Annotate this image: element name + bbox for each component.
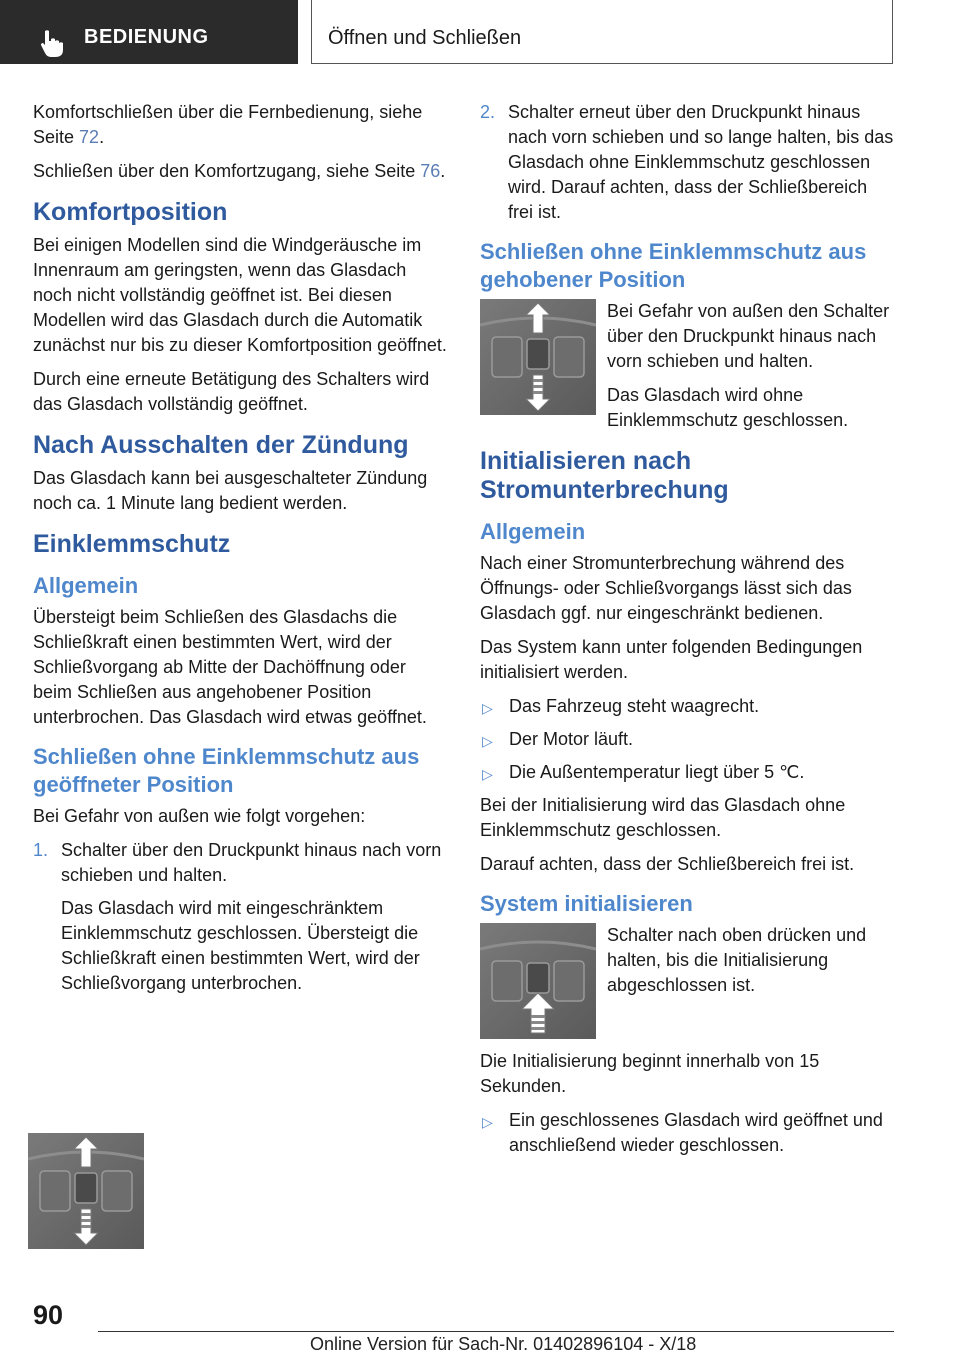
paragraph: Schalter nach oben drücken und halten, bis die Initialisierung abgeschlossen ist. [607,925,867,995]
paragraph: Bei Gefahr von außen wie folgt vorgehen: [33,806,366,826]
step-number: 2. [480,102,496,122]
paragraph: Darauf achten, dass der Schließbereich frei ist. [480,854,855,874]
figure-row [480,923,896,1043]
step-text: Schalter über den Druckpunkt hinaus nach vorn schieben und halten. [61,840,442,885]
paragraph: Schließen über den Komfortzugang, siehe Seite 76. [33,161,446,181]
triangle-bullet-icon: ▷ [482,733,493,749]
sunroof-switch-illustration [480,923,596,1039]
figure-row [480,299,896,433]
step-note: Das Glasdach wird mit eingeschränktem Einklemmschutz geschlossen. Übersteigt die Schließkraft einen bestimmten Wert, wird der Schließvorgang unterbrochen. [61,898,420,993]
paragraph: Bei der Initialisierung wird das Glasdach ohne Einklemmschutz geschlossen. [480,795,846,840]
subheading-system-initialisieren: System initialisieren [480,891,693,916]
page-link[interactable]: 76 [420,161,441,181]
step-list [480,100,896,225]
step-item [33,838,449,996]
paragraph: Bei Gefahr von außen den Schalter über den Druckpunkt hinaus nach vorn schieben und halten. [607,301,890,371]
paragraph: Nach einer Stromunterbrechung während des Öffnungs- oder Schließvorgangs lässt sich das Glasdach ggf. nur eingeschränkt bedienen. [480,553,852,623]
footer-text: Online Version für Sach-Nr. 01402896104 - X/18 [310,1334,697,1354]
paragraph: Bei einigen Modellen sind die Windgeräusche im Innenraum am geringsten, wenn das Glasdach noch nicht vollständig geöffnet ist. Bei diesen Modellen wird das Glasdach durch die Automatik zunächst nur bis zu dieser Komfortposition geöffnet. [33,235,447,355]
subheading-ohne-einklemmschutz-offen: Schließen ohne Einklemmschutz aus geöffneter Position [33,744,420,797]
paragraph: Durch eine erneute Betätigung des Schalters wird das Glasdach vollständig geöffnet. [33,369,430,414]
chapter-title: Öffnen und Schließen [328,27,522,49]
subheading-allgemein: Allgemein [33,573,139,598]
sunroof-switch-illustration [28,1133,144,1249]
sunroof-switch-illustration [480,299,596,415]
paragraph: Die Initialisierung beginnt innerhalb von 15 Sekunden. [480,1051,820,1096]
subheading-allgemein: Allgemein [480,519,586,544]
list-item: ▷ Der Motor läuft. [480,727,896,752]
left-column [33,100,449,1004]
heading-initialisieren: Initialisieren nach Stromunterbrechung [480,447,729,504]
step-item [480,100,896,225]
hand-pointer-icon [36,28,66,58]
list-item: ▷ Das Fahrzeug steht waagrecht. [480,694,896,719]
effect-list [480,1108,896,1158]
condition-list [480,694,896,785]
triangle-bullet-icon: ▷ [482,1114,493,1130]
list-item: ▷ Ein geschlossenes Glasdach wird geöffnet und anschließend wieder geschlossen. [482,1110,883,1155]
paragraph: Übersteigt beim Schließen des Glasdachs die Schließkraft einen bestimmten Wert, wird der Schließvorgang ab Mitte der Dachöffnung oder beim Schließen aus angehobener Position unterbrochen. Das Glasdach wird etwas geöffnet. [33,607,427,727]
heading-komfortposition: Komfortposition [33,198,228,226]
paragraph: Komfortschließen über die Fernbedienung, siehe Seite 72. [33,102,423,147]
triangle-bullet-icon: ▷ [482,766,493,782]
list-item: ▷ Die Außentemperatur liegt über 5 ℃. [480,760,896,785]
heading-zuendung: Nach Ausschalten der Zündung [33,431,409,459]
paragraph: Das System kann unter folgenden Bedingungen initialisiert werden. [480,637,863,682]
chapter-header [311,0,893,64]
section-tab [0,0,298,64]
paragraph: Das Glasdach wird ohne Einklemmschutz geschlossen. [607,385,849,430]
subheading-ohne-einklemmschutz-gehoben: Schließen ohne Einklemmschutz aus gehobener Position [480,239,867,292]
heading-einklemmschutz: Einklemmschutz [33,530,231,558]
right-column [480,100,896,1166]
page-number: 90 [33,1300,64,1330]
triangle-bullet-icon: ▷ [482,700,493,716]
paragraph: Das Glasdach kann bei ausgeschalteter Zündung noch ca. 1 Minute lang bedient werden. [33,468,428,513]
step-number: 1. [33,840,49,860]
section-label: BEDIENUNG [84,26,209,48]
page-link[interactable]: 72 [79,127,100,147]
step-list [33,838,449,996]
footer-divider [98,1331,894,1332]
step-text: Schalter erneut über den Druckpunkt hinaus nach vorn schieben und so lange halten, bis das Glasdach ohne Einklemmschutz geschlossen wird. Darauf achten, dass der Schließbereich frei ist. [508,102,894,222]
